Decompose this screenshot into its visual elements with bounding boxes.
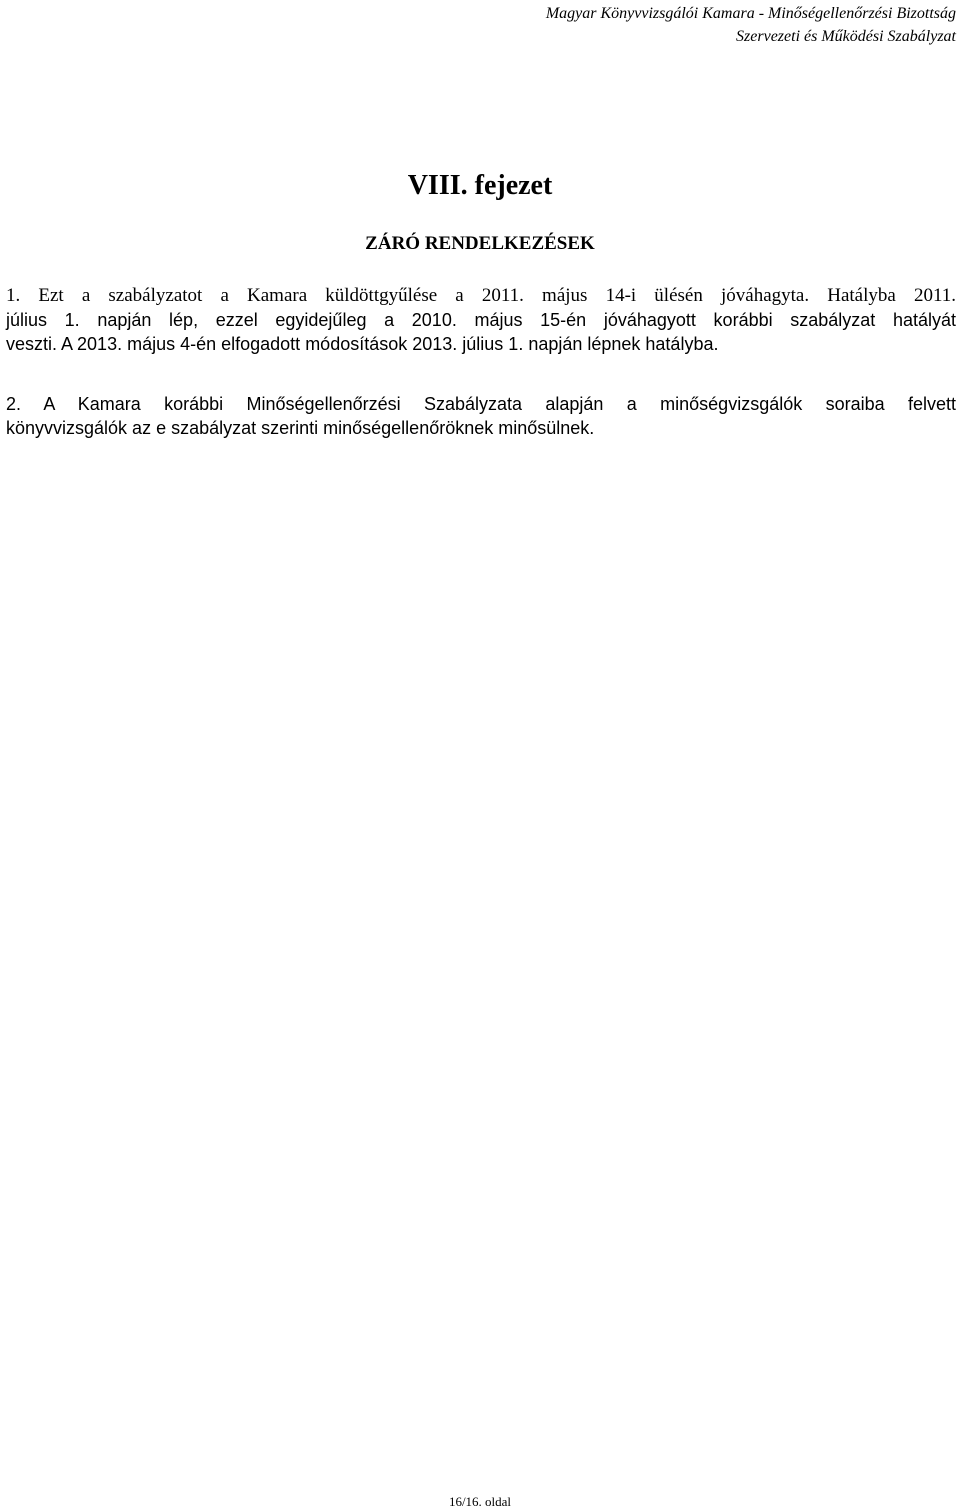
header-document-title: Szervezeti és Működési Szabályzat — [736, 28, 956, 45]
section-title: ZÁRÓ RENDELKEZÉSEK — [365, 233, 595, 254]
paragraph-line: július 1. napján lép, ezzel egyidejűleg a 2010. május 15-én jóváhagyott korábbi szabályzat hatályát — [6, 310, 956, 330]
header-organization: Magyar Könyvvizsgálói Kamara - Minőségellenőrzési Bizottság — [545, 5, 956, 22]
paragraph-line: veszti. A 2013. május 4-én elfogadott módosítások 2013. július 1. napján lépnek hatályba. — [6, 334, 719, 354]
paragraph-line: 1. Ezt a szabályzatot a Kamara küldöttgyűlése a 2011. május 14-i ülésén jóváhagyta. Hatályba 2011. — [6, 285, 956, 306]
paragraph-2 — [6, 392, 956, 440]
paragraph-line: 2. A Kamara korábbi Minőségellenőrzési Szabályzata alapján a minőségvizsgálók soraiba felvett — [6, 394, 956, 414]
paragraph-line: könyvvizsgálók az e szabályzat szerinti minőségellenőröknek minősülnek. — [6, 418, 595, 438]
paragraph-1 — [6, 284, 956, 356]
page-number: 16/16. oldal — [448, 1494, 512, 1509]
running-header — [546, 2, 956, 48]
chapter-title: VIII. fejezet — [407, 170, 553, 201]
